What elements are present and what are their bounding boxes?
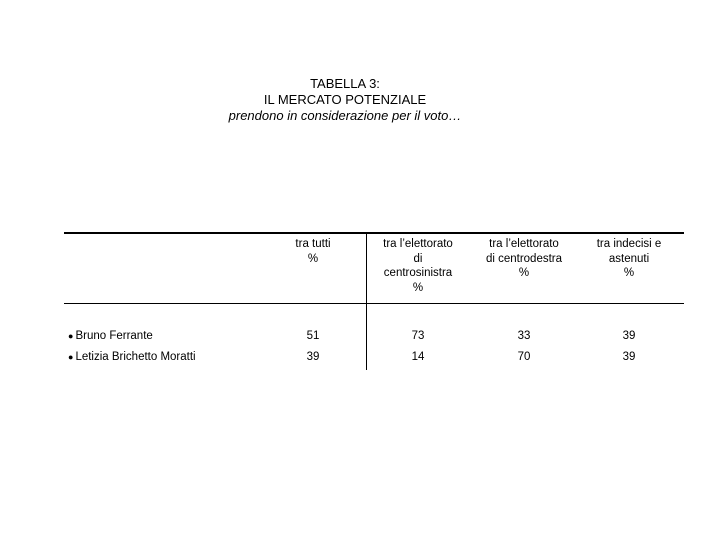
row-label: ● Bruno Ferrante <box>68 330 153 342</box>
cell-tutti: 51 <box>306 330 320 342</box>
table-row <box>64 351 684 371</box>
cell-centrodestra: 33 <box>517 330 531 342</box>
row-label: ● Letizia Brichetto Moratti <box>68 351 196 363</box>
table-number: TABELLA 3: <box>310 76 380 91</box>
table-title-block <box>160 76 530 124</box>
column-header-centrosinistra: tra l’elettorato di centrosinistra % <box>383 238 453 294</box>
table-title: IL MERCATO POTENZIALE <box>263 92 427 107</box>
table-header-rule <box>64 303 684 304</box>
column-header-indecisi: tra indecisi e astenuti % <box>596 238 662 279</box>
column-header-centrodestra: tra l’elettorato di centrodestra % <box>485 238 563 279</box>
bullet-icon: ● <box>68 331 74 341</box>
column-header-tutti: tra tutti % <box>295 238 331 265</box>
table-top-rule <box>64 232 684 234</box>
table-row <box>64 330 684 350</box>
cell-indecisi: 39 <box>622 351 636 363</box>
table-subtitle: prendono in considerazione per il voto… <box>228 108 462 123</box>
cell-centrosinistra: 14 <box>411 351 425 363</box>
bullet-icon: ● <box>68 352 74 362</box>
cell-indecisi: 39 <box>622 330 636 342</box>
cell-centrosinistra: 73 <box>411 330 425 342</box>
cell-tutti: 39 <box>306 351 320 363</box>
cell-centrodestra: 70 <box>517 351 531 363</box>
